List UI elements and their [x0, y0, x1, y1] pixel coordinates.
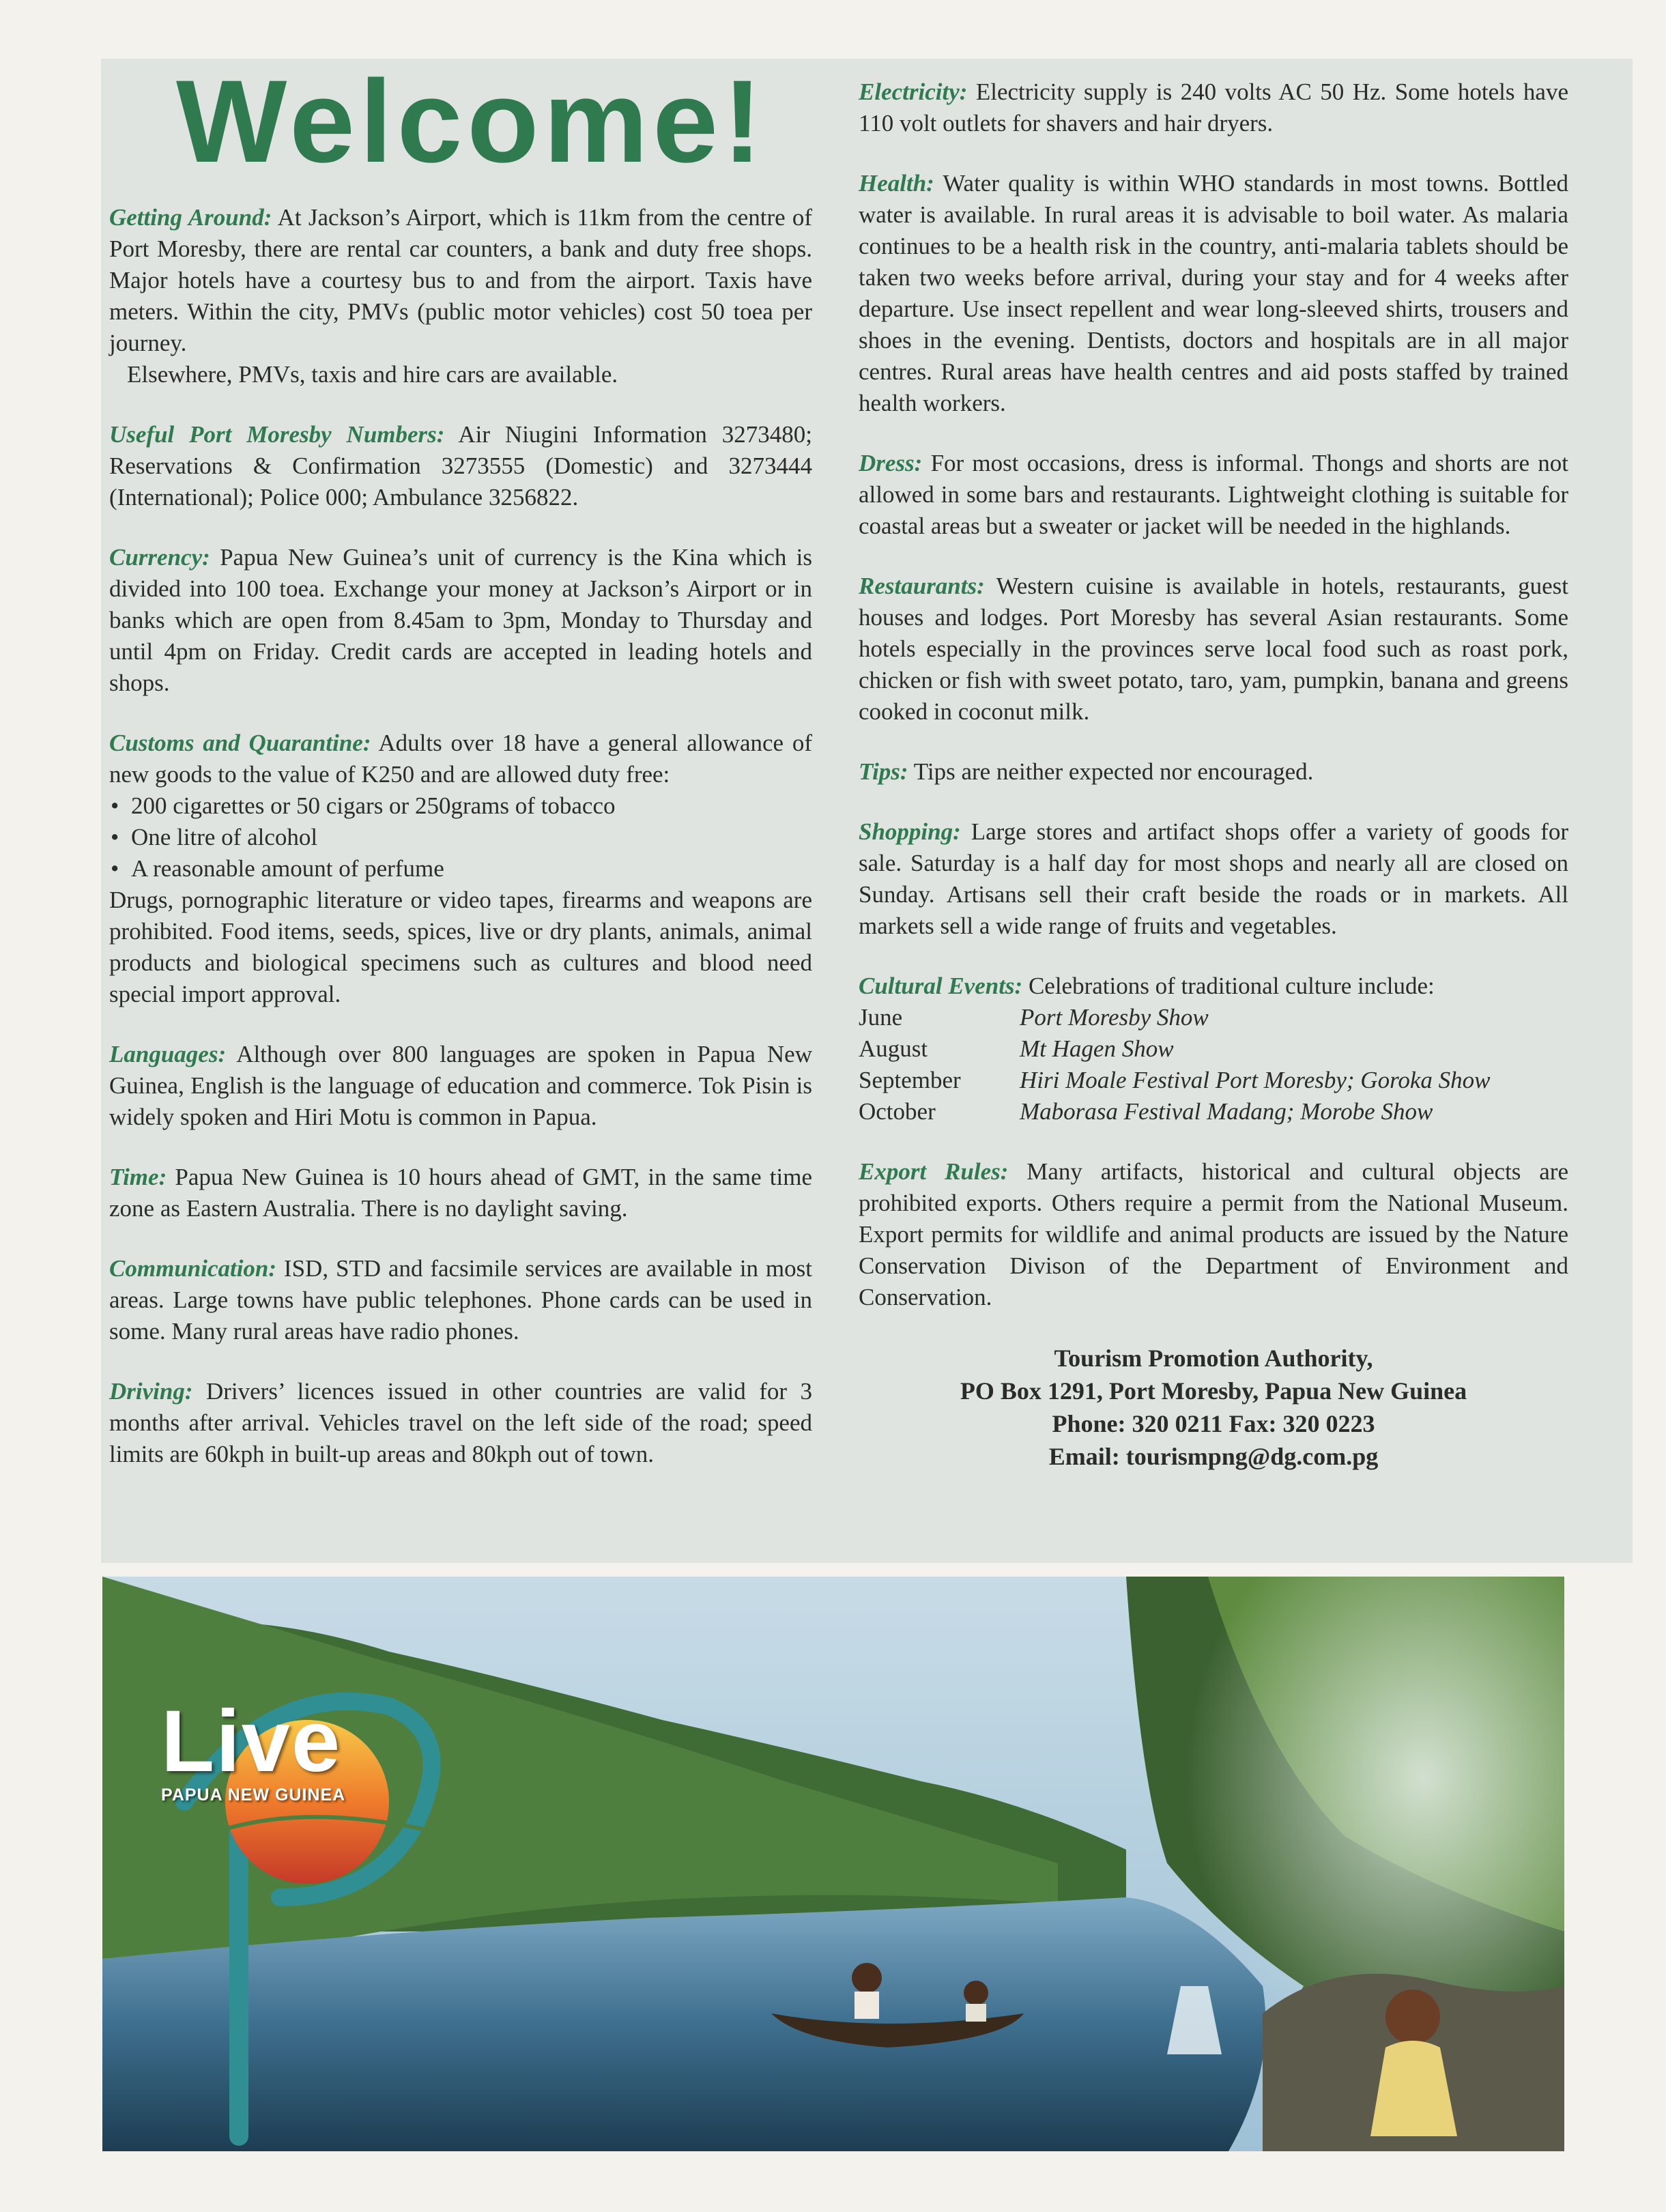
section-currency	[109, 542, 812, 699]
text-languages: Although over 800 languages are spoken in Papua New Guinea, English is the language of education and commerce. Tok Pisin is widely spoken and Hiri Motu is common in Papua.	[109, 1041, 812, 1130]
text-customs: Adults over 18 have a general allowance of new goods to the value of K250 and are allowed duty free:	[109, 730, 812, 788]
event-month: September	[859, 1067, 961, 1093]
event-name: Port Moresby Show	[1020, 1004, 1209, 1031]
section-languages	[109, 1039, 812, 1133]
heading-getting-around: Getting Around:	[109, 204, 272, 231]
section-numbers	[109, 419, 812, 513]
text-getting-around-2: Elsewhere, PMVs, taxis and hire cars are available.	[127, 361, 618, 388]
heading-currency: Currency:	[109, 544, 210, 571]
contact-phone: Phone: 320 0211 Fax: 320 0223	[1052, 1410, 1375, 1437]
events-table	[859, 1002, 1568, 1127]
heading-restaurants: Restaurants:	[859, 573, 985, 599]
river-scene-illustration	[102, 1577, 1564, 2151]
section-tips	[859, 756, 1568, 788]
heading-electricity: Electricity:	[859, 78, 968, 105]
heading-dress: Dress:	[859, 450, 923, 476]
text-driving: Drivers’ licences issued in other countries are valid for 3 months after arrival. Vehicles travel on the left side of the road; speed limits are 60kph in built-up areas and 80kph out of town.	[109, 1378, 812, 1467]
text-numbers: Air Niugini Information 3273480; Reservations & Confirmation 3273555 (Domestic) and 3273444 (International); Police 000; Ambulance 3256822.	[109, 421, 813, 511]
logo-subtitle: PAPUA NEW GUINEA	[161, 1785, 346, 1805]
section-time	[109, 1162, 812, 1224]
heading-tips: Tips:	[859, 758, 908, 785]
customs-bullet-list	[109, 790, 812, 885]
section-shopping	[859, 816, 1568, 942]
section-communication	[109, 1253, 812, 1347]
heading-numbers: Useful Port Moresby Numbers:	[109, 421, 445, 448]
river-photo	[102, 1577, 1564, 2151]
heading-health: Health:	[859, 170, 934, 197]
section-electricity	[859, 76, 1568, 139]
text-dress: For most occasions, dress is informal. Thongs and shorts are not allowed in some bars and restaurants. Lightweight clothing is suitable for coastal areas but a sweater or jacket will be needed in the highlands.	[859, 450, 1568, 539]
event-name: Hiri Moale Festival Port Moresby; Goroka Show	[1020, 1067, 1491, 1093]
section-customs	[109, 728, 812, 1010]
section-dress	[859, 448, 1568, 542]
section-getting-around	[109, 202, 812, 390]
list-item: • 200 cigarettes or 50 cigars or 250grams of tobacco	[109, 790, 812, 822]
contact-address: PO Box 1291, Port Moresby, Papua New Guinea	[960, 1377, 1467, 1405]
text-cultural-events: Celebrations of traditional culture include:	[1022, 973, 1435, 999]
heading-shopping: Shopping:	[859, 818, 961, 845]
text-health: Water quality is within WHO standards in most towns. Bottled water is available. In rural areas it is advisable to boil water. As malaria continues to be a health risk in the country, anti-malaria tablets should be taken two weeks before arrival, during your stay and for 4 weeks after departure. Use insect repellent and wear long-sleeved shirts, trousers and shoes in the evening. Dentists, doctors and hospitals are in all major centres. Rural areas have health centres and aid posts staffed by trained health workers.	[859, 170, 1568, 416]
section-driving	[109, 1376, 812, 1470]
list-item: • A reasonable amount of perfume	[109, 853, 812, 885]
heading-driving: Driving:	[109, 1378, 193, 1405]
contact-block	[859, 1342, 1568, 1473]
text-shopping: Large stores and artifact shops offer a variety of goods for sale. Saturday is a half day for most shops and nearly all are closed on Sunday. Artisans sell their craft beside the roads or in markets. All markets sell a wide range of fruits and vegetables.	[859, 818, 1568, 939]
event-name: Maborasa Festival Madang; Morobe Show	[1020, 1098, 1433, 1125]
heading-export-rules: Export Rules:	[859, 1158, 1009, 1185]
text-getting-around: At Jackson’s Airport, which is 11km from the centre of Port Moresby, there are rental car counters, a bank and duty free shops. Major hotels have a courtesy bus to and from the airport. Taxis have meters. Within the city, PMVs (public motor vehicles) cost 50 toea per journey.	[109, 204, 812, 356]
heading-communication: Communication:	[109, 1255, 277, 1282]
text-export-rules: Many artifacts, historical and cultural objects are prohibited exports. Others require a permit from the National Museum. Export permits for wildlife and animal products are issued by the Nature Conservation Divison of the Department of Environment and Conservation.	[859, 1158, 1568, 1310]
section-cultural-events	[859, 971, 1568, 1127]
event-month: August	[859, 1035, 928, 1062]
contact-org: Tourism Promotion Authority,	[1054, 1345, 1373, 1372]
contact-email: Email: tourismpng@dg.com.pg	[1048, 1443, 1379, 1470]
text-currency: Papua New Guinea’s unit of currency is the Kina which is divided into 100 toea. Exchange your money at Jackson’s Airport or in banks which are open from 8.45am to 3pm, Monday to Thursday and until 4pm on Friday. Credit cards are accepted in leading hotels and shops.	[109, 544, 812, 696]
logo	[161, 1693, 346, 1805]
text-communication: ISD, STD and facsimile services are available in most areas. Large towns have public telephones. Phone cards can be used in some. Many rural areas have radio phones.	[109, 1255, 812, 1345]
text-electricity: Electricity supply is 240 volts AC 50 Hz. Some hotels have 110 volt outlets for shavers and hair dryers.	[859, 78, 1568, 137]
list-item: • One litre of alcohol	[109, 822, 812, 853]
heading-languages: Languages:	[109, 1041, 227, 1067]
page-title: Welcome!	[176, 56, 767, 187]
event-month: October	[859, 1098, 936, 1125]
event-name: Mt Hagen Show	[1020, 1035, 1174, 1062]
section-export-rules	[859, 1156, 1568, 1313]
text-customs-2: Drugs, pornographic literature or video tapes, firearms and weapons are prohibited. Food items, seeds, spices, live or dry plants, animals, animal products and biological specimens such as cultures and blood need special import approval.	[109, 887, 812, 1007]
text-tips: Tips are neither expected nor encouraged.	[908, 758, 1314, 785]
section-health	[859, 168, 1568, 419]
logo-word: Live	[161, 1693, 342, 1790]
left-column	[109, 202, 812, 1470]
heading-time: Time:	[109, 1164, 167, 1190]
section-restaurants	[859, 571, 1568, 728]
text-restaurants: Western cuisine is available in hotels, restaurants, guest houses and lodges. Port Moresby has several Asian restaurants. Some hotels especially in the provinces serve local food such as roast pork, chicken or fish with sweet potato, taro, yam, pumpkin, banana and greens cooked in coconut milk.	[859, 573, 1568, 725]
heading-customs: Customs and Quarantine:	[109, 730, 371, 756]
event-month: June	[859, 1004, 903, 1031]
text-time: Papua New Guinea is 10 hours ahead of GMT, in the same time zone as Eastern Australia. There is no daylight saving.	[109, 1164, 812, 1222]
heading-cultural-events: Cultural Events:	[859, 973, 1023, 999]
right-column	[859, 76, 1568, 1473]
